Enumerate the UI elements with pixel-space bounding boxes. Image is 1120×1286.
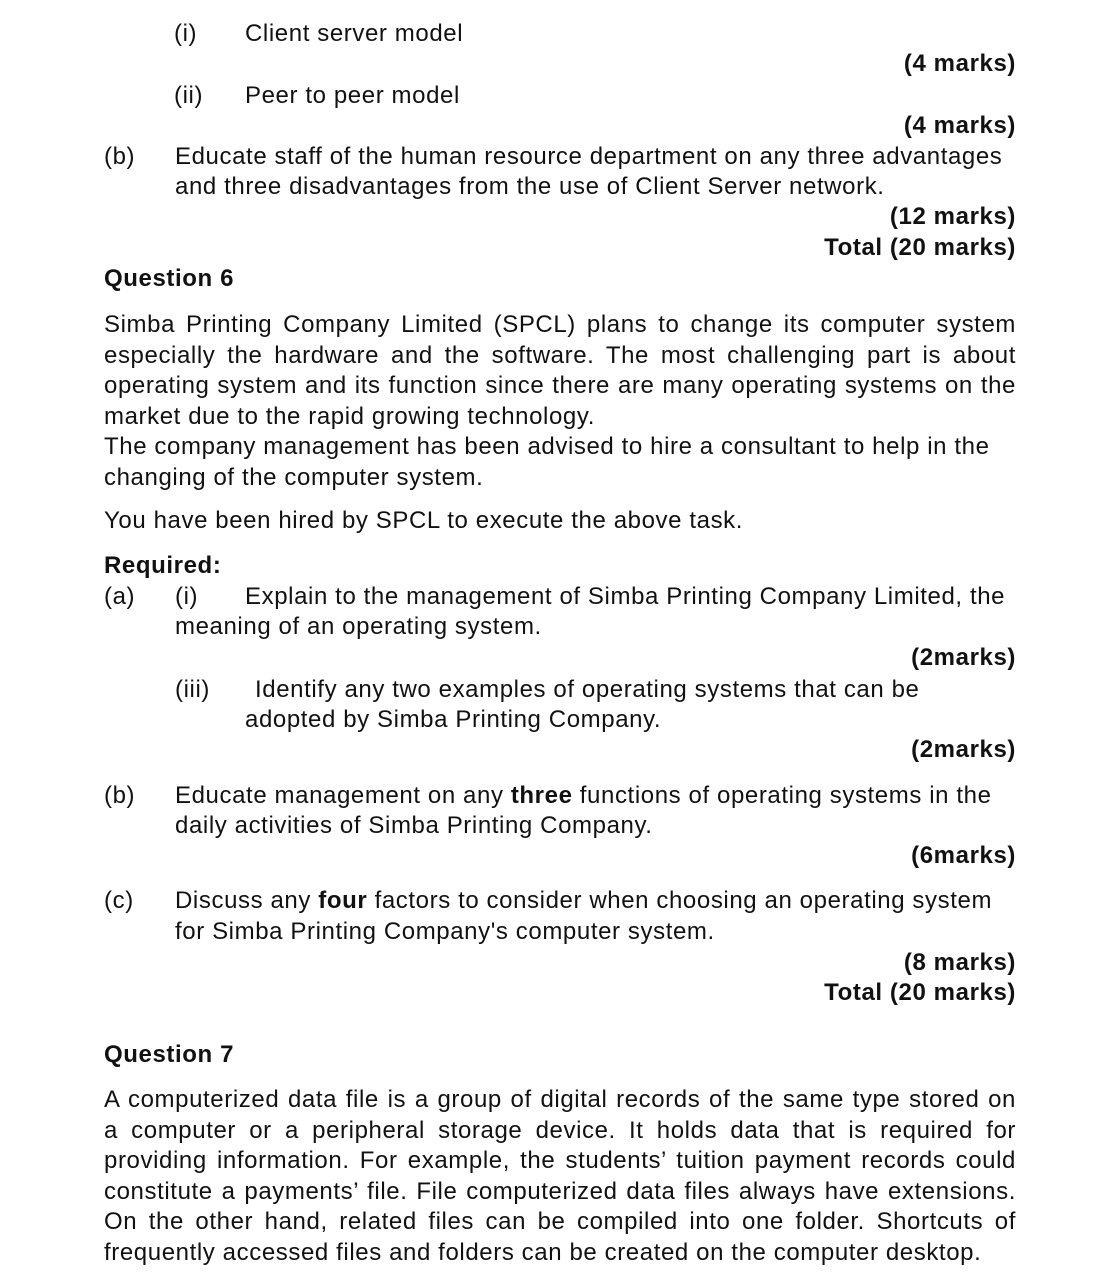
- item-i-text: Client server model: [245, 20, 464, 47]
- part-b-line2: daily activities of Simba Printing Company.: [175, 812, 653, 839]
- item-ii-text: Peer to peer model: [245, 82, 460, 109]
- part-a-label: (a): [104, 583, 136, 610]
- part-b-line1: [175, 782, 992, 810]
- part-a-i-number: (i): [175, 583, 199, 610]
- part-c-text-post: factors to consider when choosing an operating system: [367, 887, 993, 914]
- part-a-iii-line2: adopted by Simba Printing Company.: [245, 706, 662, 733]
- part-b-emphasis: three: [510, 782, 573, 809]
- part-a-i-line2: meaning of an operating system.: [175, 613, 542, 640]
- part-b-text-post: functions of operating systems in the: [572, 782, 992, 809]
- q7-line: On the other hand, related files can be compiled into one folder. Shortcuts of: [104, 1208, 1016, 1236]
- intro-line: especially the hardware and the software. The most challenging part is about: [104, 341, 1016, 369]
- q7-line: frequently accessed files and folders can be created on the computer desktop.: [104, 1238, 982, 1266]
- part-b-prev-label: (b): [104, 143, 136, 170]
- question-6-total: Total (20 marks): [824, 979, 1016, 1006]
- question-7-paragraph: [104, 1085, 1016, 1269]
- question-7-heading: Question 7: [104, 1041, 235, 1068]
- part-a-iii-line1: Identify any two examples of operating systems that can be: [255, 676, 920, 703]
- part-a-i-line1: Explain to the management of Simba Printing Company Limited, the: [245, 583, 1006, 610]
- intro-line: market due to the rapid growing technology.: [104, 402, 595, 430]
- part-b-prev-line2: and three disadvantages from the use of Client Server network.: [175, 173, 885, 200]
- q7-line: providing information. For example, the students’ tuition payment records could: [104, 1147, 1016, 1175]
- item-ii-number: (ii): [174, 82, 204, 109]
- part-b-prev-total: Total (20 marks): [824, 234, 1016, 261]
- part-c-line2: for Simba Printing Company's computer system.: [175, 918, 715, 945]
- item-ii-marks: (4 marks): [903, 112, 1016, 139]
- intro-line: The company management has been advised to hire a consultant to help in the: [104, 433, 990, 461]
- hired-statement: You have been hired by SPCL to execute the above task.: [104, 507, 744, 534]
- part-b-prev-marks: (12 marks): [889, 203, 1016, 230]
- part-c-emphasis: four: [318, 887, 368, 914]
- part-a-iii-number: (iii): [175, 676, 210, 703]
- item-i-marks: (4 marks): [903, 50, 1016, 77]
- part-c-line1: [175, 887, 992, 915]
- part-c-marks: (8 marks): [903, 949, 1016, 976]
- intro-line: Simba Printing Company Limited (SPCL) plans to change its computer system: [104, 311, 1016, 338]
- question-6-intro: [104, 310, 1016, 494]
- part-b-marks: (6marks): [911, 842, 1016, 869]
- required-label: Required:: [104, 552, 222, 579]
- question-6-heading: Question 6: [104, 265, 235, 292]
- part-c-label: (c): [104, 887, 134, 914]
- part-b-prev-line1: Educate staff of the human resource department on any three advantages: [175, 143, 1003, 170]
- q7-line: A computerized data file is a group of digital records of the same type stored on: [104, 1086, 1016, 1113]
- q7-line: a computer or a peripheral storage device. It holds data that is required for: [104, 1116, 1016, 1144]
- part-c-text-pre: Discuss any: [175, 887, 319, 914]
- intro-line: operating system and its function since there are many operating systems on the: [104, 372, 1016, 400]
- intro-line: changing of the computer system.: [104, 463, 484, 491]
- part-b-label: (b): [104, 782, 136, 809]
- item-i-number: (i): [174, 20, 198, 47]
- part-b-text-pre: Educate management on any: [175, 782, 511, 809]
- q7-line: constitute a payments’ file. File computerized data files always have extensions.: [104, 1177, 1016, 1205]
- part-a-i-marks: (2marks): [911, 644, 1016, 671]
- part-a-iii-marks: (2marks): [911, 736, 1016, 763]
